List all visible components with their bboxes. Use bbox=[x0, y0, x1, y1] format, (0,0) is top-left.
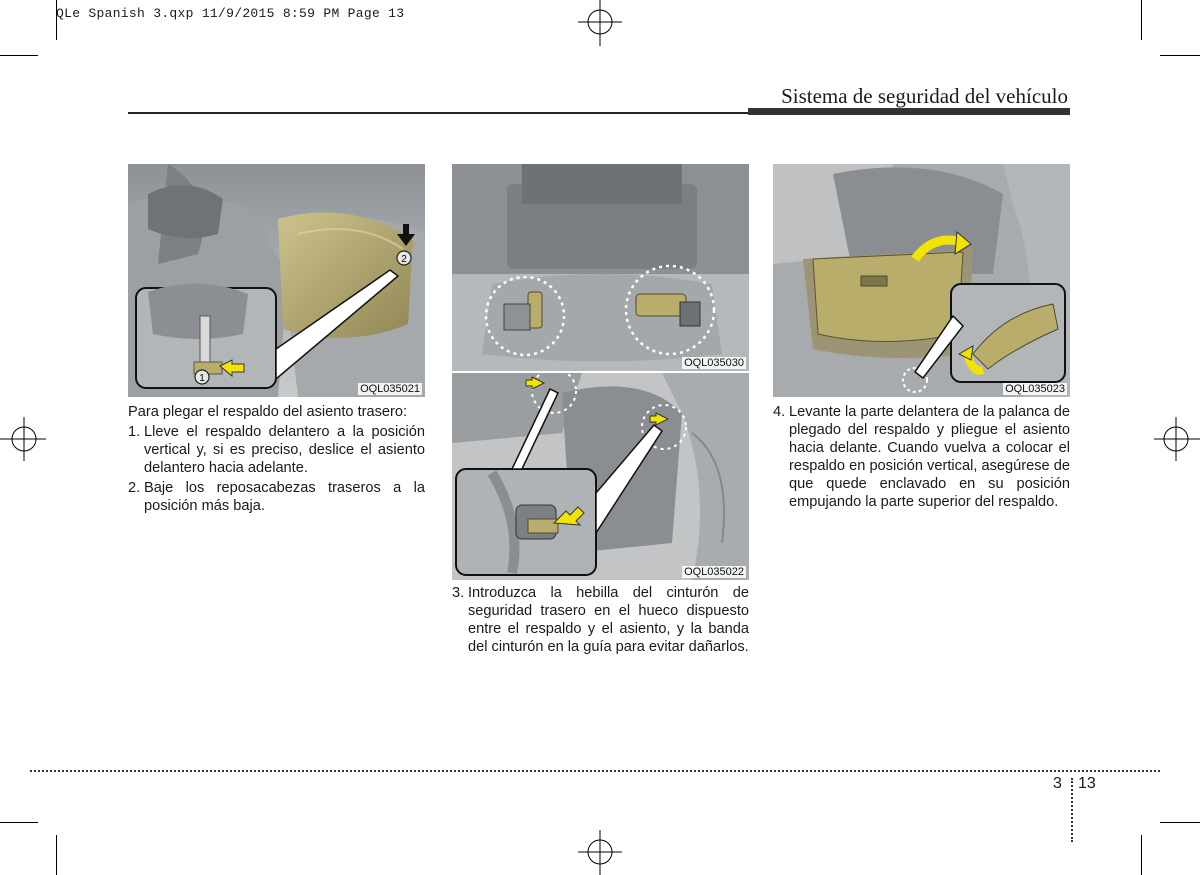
figure-belt-guide bbox=[452, 373, 749, 580]
section-title: Sistema de seguridad del vehículo bbox=[781, 84, 1068, 108]
column-1-text bbox=[128, 403, 425, 515]
header-rule bbox=[128, 112, 748, 114]
registration-mark-icon bbox=[575, 830, 625, 875]
column-2-text bbox=[452, 584, 749, 656]
list-item bbox=[128, 479, 425, 515]
registration-mark-icon bbox=[0, 414, 46, 464]
footer-dotted-divider bbox=[1071, 778, 1073, 842]
figure-headrest bbox=[128, 164, 425, 397]
figure-code: OQL035023 bbox=[1005, 383, 1065, 395]
callout-2-label: 2 bbox=[401, 254, 407, 265]
list-item-text: Levante la parte delantera de la palanca de plegado del respaldo y pliegue el asiento hacia delante. Cuando vuelva a colocar el respaldo en posición vertical, asegúrese de que quede enclavado en su posición empujando la parte superior del respaldo. bbox=[789, 404, 1070, 510]
intro-text: Para plegar el respaldo del asiento trasero: bbox=[128, 404, 408, 420]
crop-mark bbox=[0, 822, 38, 823]
list-item-number: 3. bbox=[452, 585, 465, 601]
header-rule-bar bbox=[748, 108, 1070, 115]
footer-dotted-rule bbox=[30, 770, 1160, 772]
crop-mark bbox=[1141, 835, 1142, 875]
list-item bbox=[128, 423, 425, 477]
figure-code: OQL035022 bbox=[684, 566, 744, 578]
list-item bbox=[773, 403, 1070, 511]
list-item bbox=[452, 584, 749, 656]
crop-mark bbox=[1160, 822, 1200, 823]
list-item-text: Introduzca la hebilla del cinturón de seguridad trasero en el hueco dispuesto entre el respaldo y el asiento, y la banda del cinturón en la guía para evitar dañarlos. bbox=[468, 585, 749, 655]
crop-mark bbox=[1141, 0, 1142, 40]
callout-1-label: 1 bbox=[199, 373, 205, 384]
list-item-text: Lleve el respaldo delantero a la posición vertical y, si es preciso, deslice el asiento delantero hacia adelante. bbox=[144, 424, 425, 476]
list-item-number: 4. bbox=[773, 404, 786, 420]
page-number: 13 bbox=[1078, 775, 1096, 792]
print-slug: QLe Spanish 3.qxp 11/9/2015 8:59 PM Page 13 bbox=[56, 6, 405, 21]
chapter-number: 3 bbox=[1053, 775, 1062, 792]
crop-mark bbox=[56, 835, 57, 875]
figure-seat-gap bbox=[452, 164, 749, 371]
column-3-text bbox=[773, 403, 1070, 511]
registration-mark-icon bbox=[575, 0, 625, 46]
figure-code: OQL035021 bbox=[360, 383, 420, 395]
figure-fold-lever bbox=[773, 164, 1070, 397]
list-item-number: 2. bbox=[128, 480, 141, 496]
crop-mark bbox=[0, 55, 38, 56]
list-item-number: 1. bbox=[128, 424, 141, 440]
figure-code: OQL035030 bbox=[684, 357, 744, 369]
crop-mark bbox=[1160, 55, 1200, 56]
list-item-text: Baje los reposacabezas traseros a la posición más baja. bbox=[144, 480, 425, 514]
registration-mark-icon bbox=[1154, 414, 1200, 464]
